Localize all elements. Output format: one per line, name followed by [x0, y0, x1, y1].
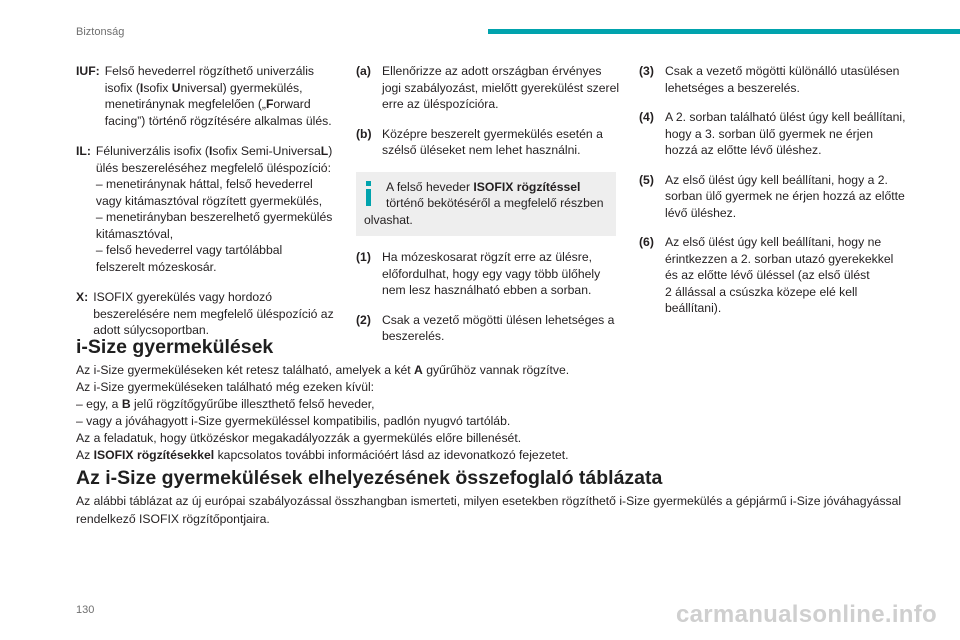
text-run: sofix Semi-Universa [212, 144, 321, 158]
text-line [76, 413, 936, 430]
text-run: ISOFIX gyerekülés vagy hordozó [93, 290, 273, 304]
bold-text: B [121, 397, 131, 411]
text-line: és az előtte lévő üléssel (az első ülést [665, 268, 870, 282]
text-line: sorban ülő gyermek ne érjen hozzá az előtte [665, 189, 905, 203]
text-line: Középre beszerelt gyermekülés esetén a [382, 126, 603, 141]
bold-text: L [320, 144, 329, 158]
note-6 [639, 234, 911, 317]
note-key: (b) [356, 126, 372, 141]
text-line [105, 63, 344, 80]
info-line [364, 195, 608, 212]
text-run: olvashat. [364, 212, 413, 227]
text-line [105, 113, 344, 130]
text-run: kitámasztóval, [95, 226, 174, 241]
text-line [96, 259, 344, 276]
note-key: (6) [639, 235, 654, 249]
text-line [96, 242, 344, 259]
text-line [76, 362, 936, 379]
watermark: carmanualsonline.info [676, 601, 938, 628]
bold-text: U [171, 80, 181, 95]
text-line: lévő üléshez. [665, 205, 737, 220]
isize-heading: i-Size gyermekülések [76, 336, 274, 358]
text-run: niversal) gyermekülés, [180, 80, 303, 95]
text-run: beszerelésére nem megfelelő üléspozíció az [93, 306, 334, 321]
text-run: jelű rögzítőgyűrűbe illeszthető felső heveder, [130, 397, 375, 411]
definition-body [105, 63, 344, 129]
note-body [665, 234, 911, 317]
definition-body [96, 143, 344, 275]
text-line [76, 396, 936, 413]
text-run: – egy, a [76, 397, 122, 411]
text-line [96, 193, 344, 210]
bold-text: A [414, 363, 423, 377]
isize-body [76, 362, 936, 464]
text-line [96, 226, 344, 243]
text-line: nem lesz használható ebben a sorban. [382, 283, 592, 297]
text-run: Féluniverzális isofix ( [95, 144, 209, 158]
text-line [96, 160, 344, 177]
text-run: gyűrűhöz vannak rögzítve. [422, 363, 570, 377]
definition-iuf [76, 63, 344, 129]
note-2 [356, 312, 620, 345]
text-run: Felső hevederrel rögzíthető univerzális [104, 64, 315, 78]
text-run: isofix ( [104, 80, 140, 95]
text-line [93, 306, 344, 323]
text-line [96, 176, 344, 193]
note-body [382, 249, 620, 299]
bold-text: I [139, 80, 144, 95]
text-line: hogy a 3. sorban ülő gyermek ne érjen [665, 126, 873, 141]
text-line: Az alábbi táblázat az új európai szabályozással összhangban ismerteti, milyen esetekben rögzíthető i-Size gyermekülés a gépjármű i-Size jóváhagyással [76, 494, 902, 508]
text-line: Csak a vezető mögötti ülésen lehetséges a [382, 312, 615, 327]
text-run: ) [328, 144, 333, 158]
definition-x [76, 289, 344, 339]
text-line: szélső üléseket nem lehet használni. [382, 143, 581, 157]
note-key: (3) [639, 64, 654, 78]
note-key: (a) [356, 64, 371, 78]
legend-column [76, 63, 344, 353]
text-line: hozzá az előtte lévő üléshez. [665, 143, 822, 157]
notes-column-2 [639, 63, 911, 330]
text-run: felszerelt mózeskosár. [95, 259, 217, 274]
text-line: lehetséges a beszerelés. [665, 80, 800, 95]
text-line: Ellenőrizze az adott országban érvényes [382, 64, 602, 78]
text-line: 2 állással a csúszka közepe elé kell [665, 284, 858, 299]
text-run: Az a feladatuk, hogy ütközéskor megakadályozzák a gyermekülés előre billenését. [76, 431, 522, 445]
text-line: Az első ülést úgy kell beállítani, hogy ne [665, 235, 882, 249]
notes-column-1 [356, 63, 620, 358]
header-accent-bar [488, 29, 960, 34]
text-line [105, 80, 344, 97]
info-icon [364, 181, 374, 207]
text-line [96, 143, 344, 160]
definition-term: IUF: [76, 64, 100, 78]
note-key: (2) [356, 312, 371, 327]
text-line [76, 430, 936, 447]
definition-il [76, 143, 344, 275]
text-run: – vagy a jóváhagyott i-Size gyermeküléssel kompatibilis, padlón nyugvó tartóláb. [76, 414, 511, 428]
note-body [665, 109, 911, 159]
note-body [665, 172, 911, 222]
text-line: A 2. sorban található ülést úgy kell beállítani, [665, 110, 906, 124]
text-run: – menetirányban beszerelhető gyermekülés [95, 210, 333, 224]
note-4 [639, 109, 911, 159]
text-line: jogi szabályozást, mielőtt gyerekülést szerel [382, 80, 620, 95]
note-5 [639, 172, 911, 222]
note-key: (1) [356, 250, 371, 264]
definition-term: X: [76, 290, 89, 304]
definition-term: IL: [76, 144, 91, 158]
text-line: Csak a vezető mögötti különálló utasülésen [665, 64, 900, 78]
text-line: előfordulhat, hogy egy vagy több ülőhely [382, 266, 601, 281]
text-line [96, 209, 344, 226]
summary-intro [76, 492, 936, 528]
bold-text: F [265, 97, 274, 111]
note-body [665, 63, 911, 96]
text-run: – felső hevederrel vagy tartólábbal [95, 243, 283, 257]
text-run: – menetiránynak háttal, felső hevederrel [95, 177, 313, 191]
text-run: ülés beszereléséhez megfelelő üléspozíció: [95, 160, 331, 175]
info-line [364, 212, 608, 229]
text-run: A felső heveder [386, 179, 474, 194]
text-line: beszerelés. [382, 329, 445, 343]
note-body [382, 63, 620, 113]
note-key: (4) [639, 110, 654, 124]
text-run: vagy kitámasztóval rögzített gyermekülés, [95, 193, 323, 208]
text-run: adott súlycsoportban. [93, 323, 210, 337]
bold-text: I [209, 144, 213, 158]
text-line: rendelkező ISOFIX rögzítőpontjaira. [76, 512, 270, 526]
text-line: Az első ülést úgy kell beállítani, hogy a 2. [665, 172, 888, 187]
text-run: facing”) történő rögzítésére alkalmas ülés. [104, 113, 332, 128]
note-3 [639, 63, 911, 96]
text-run: történő bekötéséről a megfelelő részben [386, 196, 604, 210]
text-run: Az i-Size gyermeküléseken két retesz található, amelyek a két [76, 363, 415, 377]
text-line: érintkezzen a 2. sorban utazó gyerekekkel [665, 251, 894, 266]
info-text [364, 179, 608, 229]
text-run: Az [76, 448, 94, 462]
bold-text: ISOFIX rögzítésekkel [93, 448, 215, 462]
text-run: orward [273, 97, 311, 111]
note-b [356, 126, 620, 159]
text-line: Ha mózeskosarat rögzít erre az ülésre, [382, 250, 592, 264]
note-body [382, 312, 620, 345]
section-title: Biztonság [76, 26, 125, 38]
note-1 [356, 249, 620, 299]
info-box [356, 172, 616, 237]
text-line: erre az üléspozícióra. [382, 97, 499, 111]
text-run: Az i-Size gyermeküléseken található még ezeken kívül: [76, 380, 375, 394]
note-body [382, 126, 620, 159]
note-a [356, 63, 620, 113]
definition-body [93, 289, 344, 339]
bold-text: ISOFIX rögzítéssel [473, 179, 581, 194]
text-line: beállítani). [665, 301, 722, 315]
note-key: (5) [639, 172, 654, 187]
text-run: kapcsolatos további információért lásd az idevonatkozó fejezetet. [214, 448, 569, 462]
text-line [105, 96, 344, 113]
text-run: menetiránynak megfelelően („ [104, 97, 266, 111]
page-number: 130 [76, 604, 95, 616]
text-line [76, 379, 936, 396]
text-line [76, 447, 936, 464]
text-line [93, 289, 344, 306]
info-line [364, 179, 608, 196]
text-run: sofix [143, 80, 172, 95]
summary-heading: Az i-Size gyermekülések elhelyezésének összefoglaló táblázata [76, 467, 663, 489]
